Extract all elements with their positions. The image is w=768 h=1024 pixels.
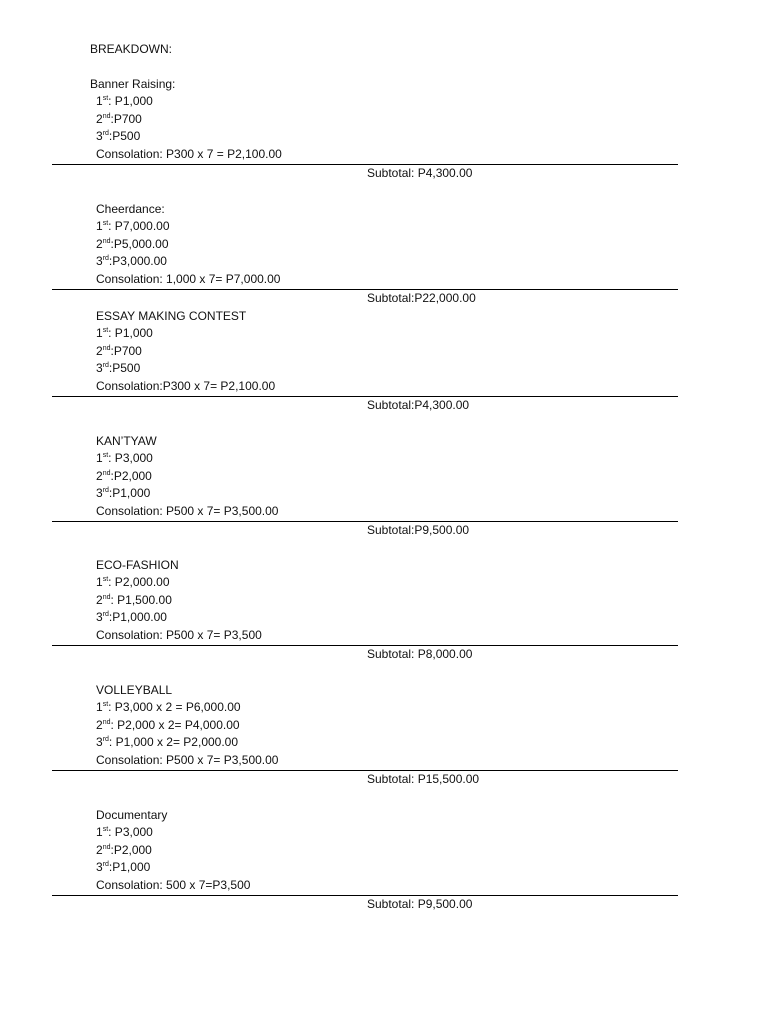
place-number: 1 [96,94,103,109]
prize-line [96,450,153,467]
place-number: 2 [96,468,103,483]
subtotal-amount: Subtotal:P22,000.00 [367,290,476,305]
prize-amount: :P3,000.00 [108,254,167,269]
prize-line [96,325,153,342]
subtotal-amount: Subtotal: P8,000.00 [367,646,473,661]
place-suffix: nd [102,843,111,851]
prize-line [96,236,169,253]
place-suffix: nd [102,237,111,245]
place-suffix: st [102,576,109,584]
subtotal-divider [52,770,678,771]
section-title: ECO-FASHION [96,558,179,572]
place-number: 3 [96,735,103,750]
subtotal-divider [52,895,678,896]
subtotal-divider [52,645,678,646]
prize-line [96,485,150,502]
page-heading: BREAKDOWN: [90,42,173,56]
place-suffix: rd [102,255,109,263]
subtotal-divider [52,164,678,165]
section-title: KAN’TYAW [96,434,157,448]
prize-line [96,343,142,360]
prize-amount: : P3,000 [108,825,153,840]
prize-amount: : P7,000.00 [108,219,170,234]
prize-amount: : P1,000 [108,326,153,341]
prize-amount: :P700 [110,111,142,126]
place-number: 1 [96,700,103,715]
prize-amount: :P500 [108,129,141,144]
prize-line [96,128,140,145]
prize-line [96,253,167,270]
place-suffix: rd [102,611,109,619]
prize-line [96,360,140,377]
place-number: 1 [96,451,103,466]
consolation-line: Consolation: P500 x 7= P3,500.00 [96,503,279,518]
place-number: 3 [96,254,103,269]
section-title: Cheerdance: [96,202,165,216]
section-title: ESSAY MAKING CONTEST [96,309,247,323]
prize-amount: : P1,000 x 2= P2,000.00 [108,735,239,750]
place-suffix: st [102,95,109,103]
place-number: 3 [96,860,103,875]
place-suffix: nd [102,593,111,601]
place-suffix: nd [102,112,111,120]
place-suffix: st [102,327,109,335]
prize-line [96,592,172,609]
place-suffix: st [102,826,109,834]
place-number: 2 [96,236,103,251]
section-title: Documentary [96,808,168,822]
prize-line [96,859,150,876]
place-suffix: rd [102,362,109,370]
place-number: 3 [96,486,103,501]
consolation-line: Consolation: P500 x 7= P3,500.00 [96,752,279,767]
prize-amount: :P1,000.00 [108,610,167,625]
place-number: 2 [96,717,103,732]
subtotal-amount: Subtotal:P4,300.00 [367,397,470,412]
prize-line [96,824,153,841]
place-suffix: rd [102,130,109,138]
prize-amount: :P500 [108,361,141,376]
place-number: 2 [96,343,103,358]
prize-line [96,218,170,235]
prize-amount: :P5,000.00 [110,236,169,251]
subtotal-divider [52,396,678,397]
prize-line [96,842,152,859]
place-number: 2 [96,111,103,126]
consolation-line: Consolation: 500 x 7=P3,500 [96,877,251,892]
subtotal-amount: Subtotal: P4,300.00 [367,165,473,180]
place-suffix: nd [102,344,111,352]
prize-amount: : P3,000 x 2 = P6,000.00 [108,700,241,715]
place-suffix: rd [102,736,109,744]
consolation-line: Consolation: P300 x 7 = P2,100.00 [96,146,282,161]
prize-amount: : P1,500.00 [110,592,172,607]
consolation-line: Consolation: 1,000 x 7= P7,000.00 [96,271,281,286]
prize-line [96,574,170,591]
place-number: 1 [96,575,103,590]
place-number: 3 [96,361,103,376]
prize-amount: : P2,000.00 [108,575,170,590]
place-suffix: st [102,701,109,709]
prize-line [96,93,153,110]
place-number: 3 [96,610,103,625]
prize-amount: : P3,000 [108,451,153,466]
section-title: VOLLEYBALL [96,683,173,697]
consolation-line: Consolation: P500 x 7= P3,500 [96,627,262,642]
prize-amount: :P2,000 [110,842,152,857]
place-number: 2 [96,842,103,857]
subtotal-amount: Subtotal: P15,500.00 [367,771,480,786]
section-title: Banner Raising: [90,77,176,91]
place-number: 1 [96,825,103,840]
prize-amount: : P1,000 [108,94,153,109]
place-suffix: rd [102,861,109,869]
place-number: 2 [96,592,103,607]
consolation-line: Consolation:P300 x 7= P2,100.00 [96,378,276,393]
prize-amount: :P2,000 [110,468,152,483]
prize-amount: :P1,000 [108,860,151,875]
prize-line [96,734,238,751]
place-number: 3 [96,129,103,144]
place-suffix: nd [102,718,111,726]
prize-amount: :P1,000 [108,486,151,501]
place-suffix: rd [102,487,109,495]
prize-amount: :P700 [110,343,142,358]
prize-line [96,468,152,485]
prize-line [96,609,167,626]
place-number: 1 [96,219,103,234]
subtotal-amount: Subtotal: P9,500.00 [367,896,473,911]
place-suffix: st [102,452,109,460]
prize-line [96,699,241,716]
place-suffix: st [102,220,109,228]
subtotal-divider [52,521,678,522]
place-number: 1 [96,326,103,341]
prize-amount: : P2,000 x 2= P4,000.00 [110,717,240,732]
prize-line [96,717,240,734]
subtotal-amount: Subtotal:P9,500.00 [367,522,470,537]
subtotal-divider [52,289,678,290]
prize-line [96,111,142,128]
place-suffix: nd [102,469,111,477]
